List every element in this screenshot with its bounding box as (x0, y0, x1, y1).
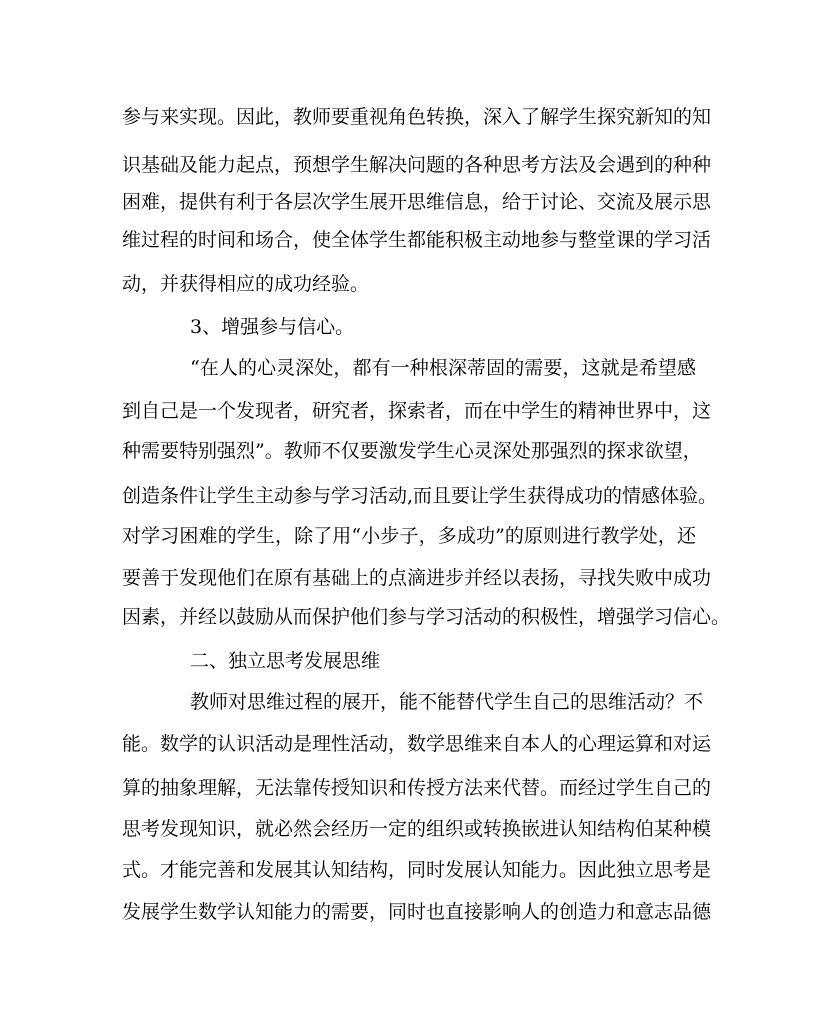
paragraph-line: 因素，并经以鼓励从而保护他们参与学习活动的积极性，增强学习信心。 (122, 606, 731, 628)
paragraph-line: 教师对思维过程的展开，能不能替代学生自己的思维活动？不 (190, 691, 704, 713)
paragraph-line: 种需要特别强烈”。教师不仅要激发学生心灵深处那强烈的探求欲望， (122, 440, 702, 462)
section-heading: 二、独立思考发展思维 (190, 650, 381, 672)
paragraph-line: “在人的心灵深处，都有一种根深蒂固的需要，这就是希望感 (190, 357, 696, 379)
paragraph-line: 算的抽象理解，无法靠传授知识和传授方法来代替。而经过学生自己的 (122, 777, 712, 799)
paragraph-line: 式。才能完善和发展其认知结构，同时发展认知能力。因此独立思考是 (122, 859, 712, 881)
paragraph-line: 动，并获得相应的成功经验。 (122, 273, 370, 295)
paragraph-line: 识基础及能力起点，预想学生解决问题的各种思考方法及会遇到的种种 (122, 154, 712, 176)
paragraph-line: 能。数学的认识活动是理性活动，数学思维来自本人的心理运算和对运 (122, 733, 712, 755)
section-heading: 3、增强参与信心。 (190, 316, 355, 338)
paragraph-line: 发展学生数学认知能力的需要，同时也直接影响人的创造力和意志品德 (122, 901, 712, 923)
paragraph-line: 思考发现知识，就必然会经历一定的组织或转换嵌进认知结构伯某种模 (122, 818, 712, 840)
paragraph-line: 创造条件让学生主动参与学习活动,而且要让学生获得成功的情感体验。 (122, 485, 718, 507)
paragraph-line: 参与来实现。因此，教师要重视角色转换，深入了解学生探究新知的知 (122, 106, 712, 128)
paragraph-line: 到自己是一个发现者，研究者，探索者，而在中学生的精神世界中，这 (122, 400, 712, 422)
paragraph-line: 维过程的时间和场合，使全体学生都能积极主动地参与整堂课的学习活 (122, 229, 712, 251)
paragraph-line: 对学习困难的学生，除了用“小步子，多成功”的原则进行教学处，还 (122, 525, 696, 547)
paragraph-line: 困难，提供有利于各层次学生展开思维信息，给于讨论、交流及展示思 (122, 191, 712, 213)
paragraph-line: 要善于发现他们在原有基础上的点滴进步并经以表扬，寻找失败中成功 (122, 567, 712, 589)
